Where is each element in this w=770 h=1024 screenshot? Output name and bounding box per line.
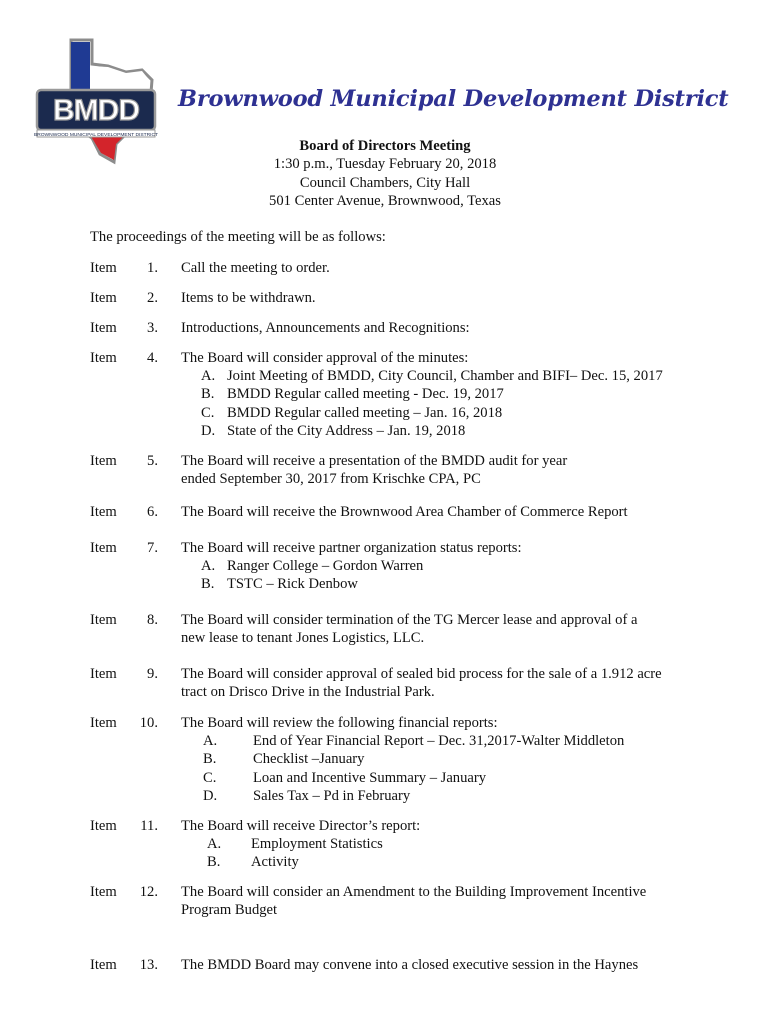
- sub-item: A. End of Year Financial Report – Dec. 31,2017-Walter Middleton: [203, 733, 625, 750]
- sub-item: B. Checklist –January: [203, 751, 365, 768]
- item-text: [181, 817, 701, 872]
- item-text: [181, 956, 701, 974]
- item-label: Item: [90, 666, 117, 682]
- item-text-line: The Board will review the following financial reports:: [181, 715, 498, 731]
- item-number: 3.: [147, 320, 158, 336]
- item-number: 13.: [139, 957, 158, 973]
- item-text-line: tract on Drisco Drive in the Industrial Park.: [181, 684, 435, 701]
- item-label: Item: [90, 818, 117, 834]
- item-text: [181, 503, 701, 521]
- item-number: 4.: [147, 350, 158, 366]
- meeting-address: 501 Center Avenue, Brownwood, Texas: [269, 193, 501, 210]
- meeting-header: [0, 137, 770, 211]
- meeting-title: Board of Directors Meeting: [299, 138, 471, 154]
- item-number: 8.: [147, 612, 158, 628]
- item-text-line: Introductions, Announcements and Recognitions:: [181, 320, 470, 336]
- item-number: 2.: [147, 290, 158, 306]
- item-text: [181, 665, 701, 701]
- item-text-line: The Board will receive Director’s report:: [181, 818, 421, 834]
- item-label: Item: [90, 612, 117, 628]
- item-text: [181, 349, 701, 440]
- sub-item: B. Activity: [207, 854, 299, 871]
- item-text-line: Call the meeting to order.: [181, 260, 330, 276]
- item-number: 9.: [147, 666, 158, 682]
- item-label: Item: [90, 957, 117, 973]
- item-text: [181, 319, 701, 337]
- sub-item: A. Employment Statistics: [207, 836, 383, 853]
- intro-text: The proceedings of the meeting will be as follows:: [90, 229, 386, 245]
- item-label: Item: [90, 453, 117, 469]
- sub-item: D. State of the City Address – Jan. 19, 2018: [201, 422, 466, 439]
- meeting-place: Council Chambers, City Hall: [299, 174, 471, 191]
- item-label: Item: [90, 260, 117, 276]
- item-text-line: Items to be withdrawn.: [181, 290, 316, 306]
- item-number: 12.: [139, 884, 158, 900]
- item-text: [181, 539, 701, 594]
- item-text-line: The Board will consider approval of sealed bid process for the sale of a 1.912 acre: [181, 666, 662, 682]
- item-number: 10.: [139, 715, 158, 731]
- item-label: Item: [90, 715, 117, 731]
- item-text: [181, 611, 701, 647]
- logo-bmdd-text: BMDD: [53, 94, 139, 127]
- item-number: 5.: [147, 453, 158, 469]
- sub-item: B. TSTC – Rick Denbow: [201, 576, 358, 593]
- item-text: [181, 883, 701, 919]
- item-text-line: The BMDD Board may convene into a closed executive session in the Haynes: [181, 957, 639, 973]
- item-label: Item: [90, 290, 117, 306]
- item-text: [181, 714, 701, 805]
- sub-item: A. Ranger College – Gordon Warren: [201, 558, 424, 575]
- org-title: Brownwood Municipal Development District: [178, 86, 729, 112]
- item-text-line: The Board will receive the Brownwood Area Chamber of Commerce Report: [181, 504, 628, 520]
- item-text-line: The Board will consider approval of the minutes:: [181, 350, 469, 366]
- item-text-line: The Board will consider an Amendment to the Building Improvement Incentive: [181, 884, 647, 900]
- sub-item: C. BMDD Regular called meeting – Jan. 16, 2018: [201, 404, 503, 421]
- item-text: [181, 452, 701, 488]
- item-text-line: The Board will consider termination of the TG Mercer lease and approval of a: [181, 612, 638, 628]
- item-label: Item: [90, 350, 117, 366]
- item-text: [181, 289, 701, 307]
- item-number: 7.: [147, 540, 158, 556]
- sub-item: D. Sales Tax – Pd in February: [203, 787, 411, 804]
- item-number: 1.: [147, 260, 158, 276]
- item-text-line: ended September 30, 2017 from Krischke CPA, PC: [181, 471, 481, 488]
- texas-blue-panel: [71, 42, 90, 92]
- item-text-line: Program Budget: [181, 902, 278, 919]
- sub-item: C. Loan and Incentive Summary – January: [203, 769, 487, 786]
- item-label: Item: [90, 504, 117, 520]
- item-number: 6.: [147, 504, 158, 520]
- item-label: Item: [90, 540, 117, 556]
- meeting-time: 1:30 p.m., Tuesday February 20, 2018: [273, 156, 497, 173]
- item-label: Item: [90, 320, 117, 336]
- sub-item: A. Joint Meeting of BMDD, City Council, Chamber and BIFI– Dec. 15, 2017: [201, 368, 663, 385]
- item-number: 11.: [140, 818, 158, 834]
- item-label: Item: [90, 884, 117, 900]
- item-text-line: The Board will receive partner organization status reports:: [181, 540, 522, 556]
- item-text: [181, 259, 701, 277]
- sub-item: B. BMDD Regular called meeting - Dec. 19, 2017: [201, 386, 504, 403]
- item-text-line: new lease to tenant Jones Logistics, LLC.: [181, 630, 425, 647]
- item-text-line: The Board will receive a presentation of the BMDD audit for year: [181, 453, 568, 469]
- logo-subtext: BROWNWOOD MUNICIPAL DEVELOPMENT DISTRICT: [34, 133, 159, 138]
